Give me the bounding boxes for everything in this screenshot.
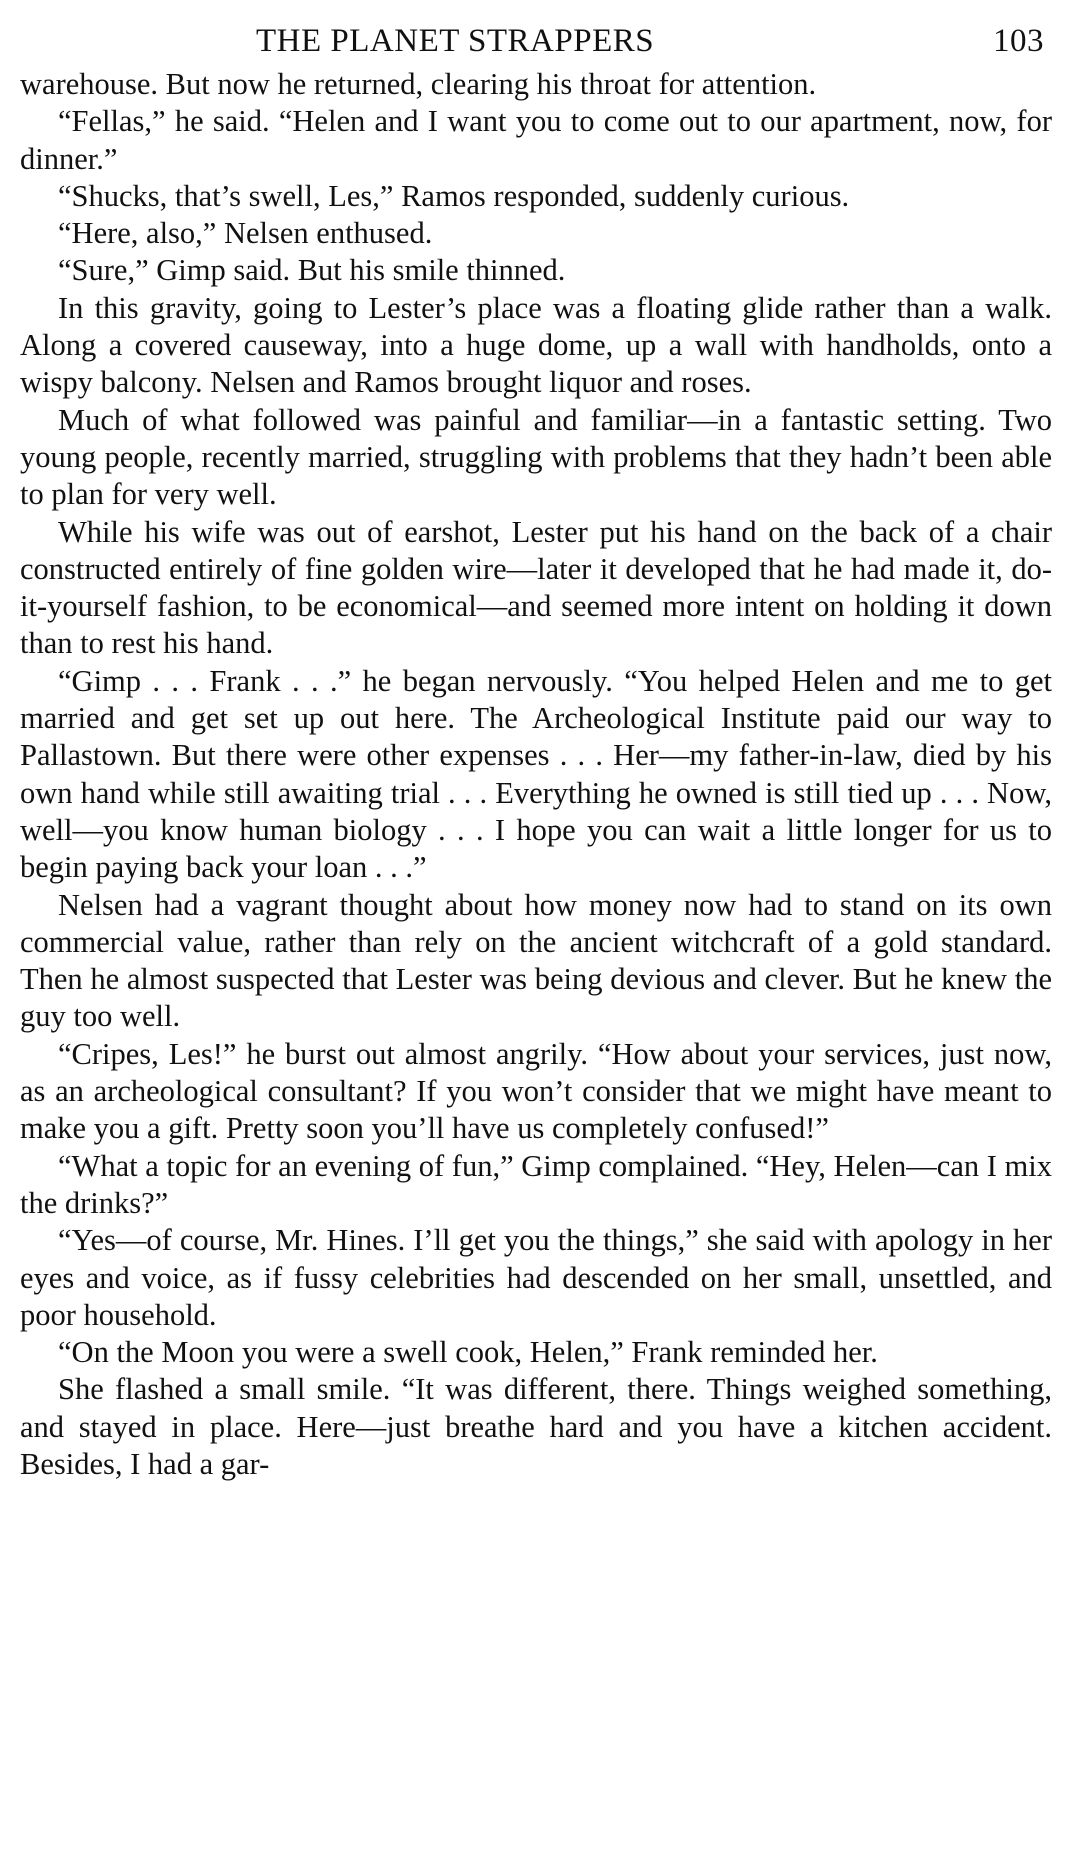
paragraph-9: “Gimp . . . Frank . . .” he began nervously. “You helped Helen and me to get married and get set up out here. The Archeological Institute paid our way to Pallastown. But there were other expenses . . . Her—my father-in-law, died by his own hand while still awaiting trial . . . Everything he owned is still tied up . . . Now, well—you know human biology . . . I hope you can wait a little longer for us to begin paying back your loan . . .” <box>20 663 1052 885</box>
body-text <box>20 66 1052 1483</box>
paragraph-8: While his wife was out of earshot, Lester put his hand on the back of a chair constructed entirely of fine golden wire—later it developed that he had made it, do-it-yourself fashion, to be economical—and seemed more intent on holding it down than to rest his hand. <box>20 514 1052 661</box>
paragraph-1: warehouse. But now he returned, clearing his throat for attention. <box>20 67 817 101</box>
paragraph-4: “Here, also,” Nelsen enthused. <box>58 216 433 251</box>
paragraph-6: In this gravity, going to Lester’s place was a floating glide rather than a walk. Along a covered causeway, into a huge dome, up a wall with handholds, onto a wispy balcony. Nelsen and Ramos brought liquor and roses. <box>20 290 1052 400</box>
paragraph-5: “Sure,” Gimp said. But his smile thinned. <box>58 253 566 288</box>
paragraph-14: “On the Moon you were a swell cook, Helen,” Frank reminded her. <box>58 1335 878 1370</box>
page-number: 103 <box>993 23 1044 59</box>
paragraph-10: Nelsen had a vagrant thought about how money now had to stand on its own commercial value, rather than rely on the ancient witchcraft of a gold standard. Then he almost suspected that Lester was being devious and clever. But he knew the guy too well. <box>20 887 1052 1034</box>
running-title: THE PLANET STRAPPERS <box>256 23 655 59</box>
book-page <box>20 18 1052 1483</box>
paragraph-3: “Shucks, that’s swell, Les,” Ramos responded, suddenly curious. <box>58 178 850 213</box>
paragraph-13: “Yes—of course, Mr. Hines. I’ll get you the things,” she said with apology in her eyes and voice, as if fussy celebrities had descended on her small, unsettled, and poor household. <box>20 1223 1052 1332</box>
paragraph-7: Much of what followed was painful and familiar—in a fantastic setting. Two young people, recently married, struggling with problems that they hadn’t been able to plan for very well. <box>20 402 1052 512</box>
paragraph-15: She flashed a small smile. “It was different, there. Things weighed something, and stayed in place. Here—just breathe hard and you have a kitchen accident. Besides, I had a gar- <box>20 1372 1052 1481</box>
paragraph-12: “What a topic for an evening of fun,” Gimp complained. “Hey, Helen—can I mix the drinks?” <box>20 1148 1052 1220</box>
paragraph-11: “Cripes, Les!” he burst out almost angrily. “How about your services, just now, as an archeological consultant? If you won’t consider that we might have meant to make you a gift. Pretty soon you’ll have us completely confused!” <box>20 1036 1052 1146</box>
running-head <box>20 18 1052 64</box>
paragraph-2: “Fellas,” he said. “Helen and I want you to come out to our apartment, now, for dinner.” <box>20 104 1052 176</box>
